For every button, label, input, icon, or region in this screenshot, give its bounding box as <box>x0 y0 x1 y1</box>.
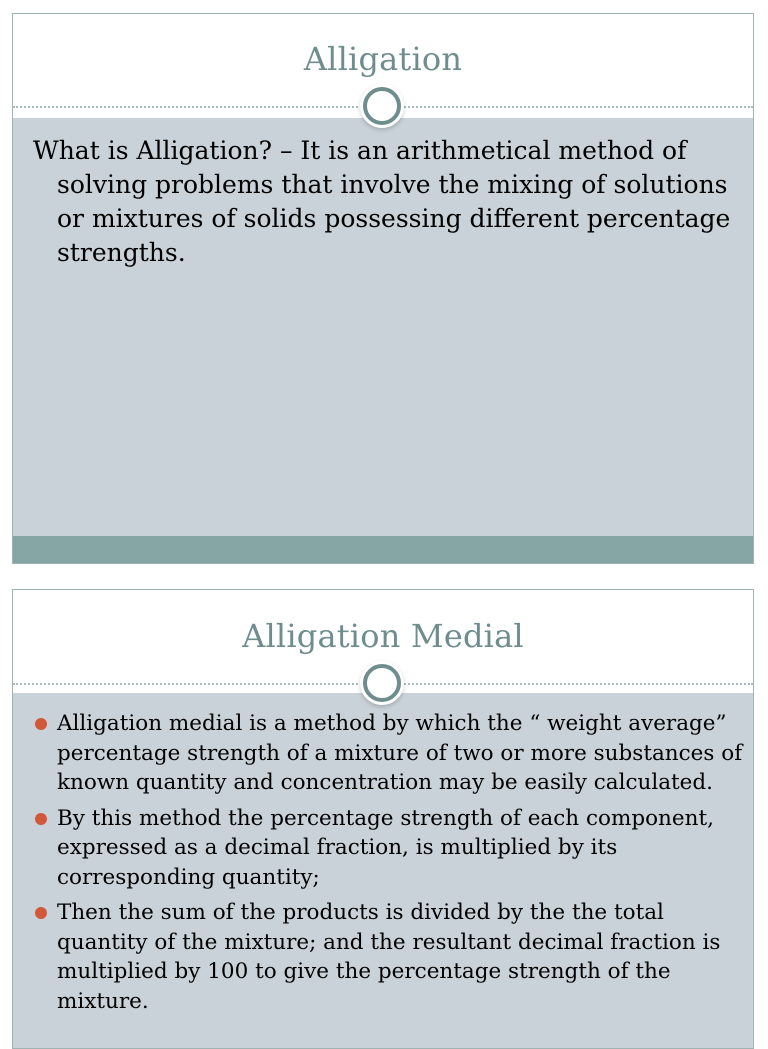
bullet-text: Alligation medial is a method by which the “ weight average” percentage strength of a mixture of two or more substances of known quantity and concentration may be easily calculated. <box>57 711 743 795</box>
bullet-item <box>33 898 747 1016</box>
slide-1 <box>12 13 754 564</box>
bullet-text: Then the sum of the products is divided by the the total quantity of the mixture; and the resultant decimal fraction is multiplied by 100 to give the percentage strength of the mixture. <box>57 900 721 1014</box>
footer-bar <box>13 536 753 563</box>
bullet-item <box>33 804 747 893</box>
slide-2 <box>12 589 754 1049</box>
bullet-dot-icon <box>35 813 47 825</box>
slide-title: Alligation <box>303 40 463 78</box>
bullet-item <box>33 709 747 798</box>
circle-ornament-icon <box>363 87 401 125</box>
circle-ornament-icon <box>363 664 401 702</box>
bullet-list <box>33 709 747 1022</box>
slide-title: Alligation Medial <box>242 617 524 655</box>
bullet-dot-icon <box>35 718 47 730</box>
slide-body-text: What is Alligation? – It is an arithmetical method of solving problems that involve the mixing of solutions or mixtures of solids possessing different percentage strengths. <box>33 136 731 267</box>
bullet-text: By this method the percentage strength of each component, expressed as a decimal fraction, is multiplied by its corresponding quantity; <box>57 805 714 890</box>
bullet-dot-icon <box>35 907 47 919</box>
